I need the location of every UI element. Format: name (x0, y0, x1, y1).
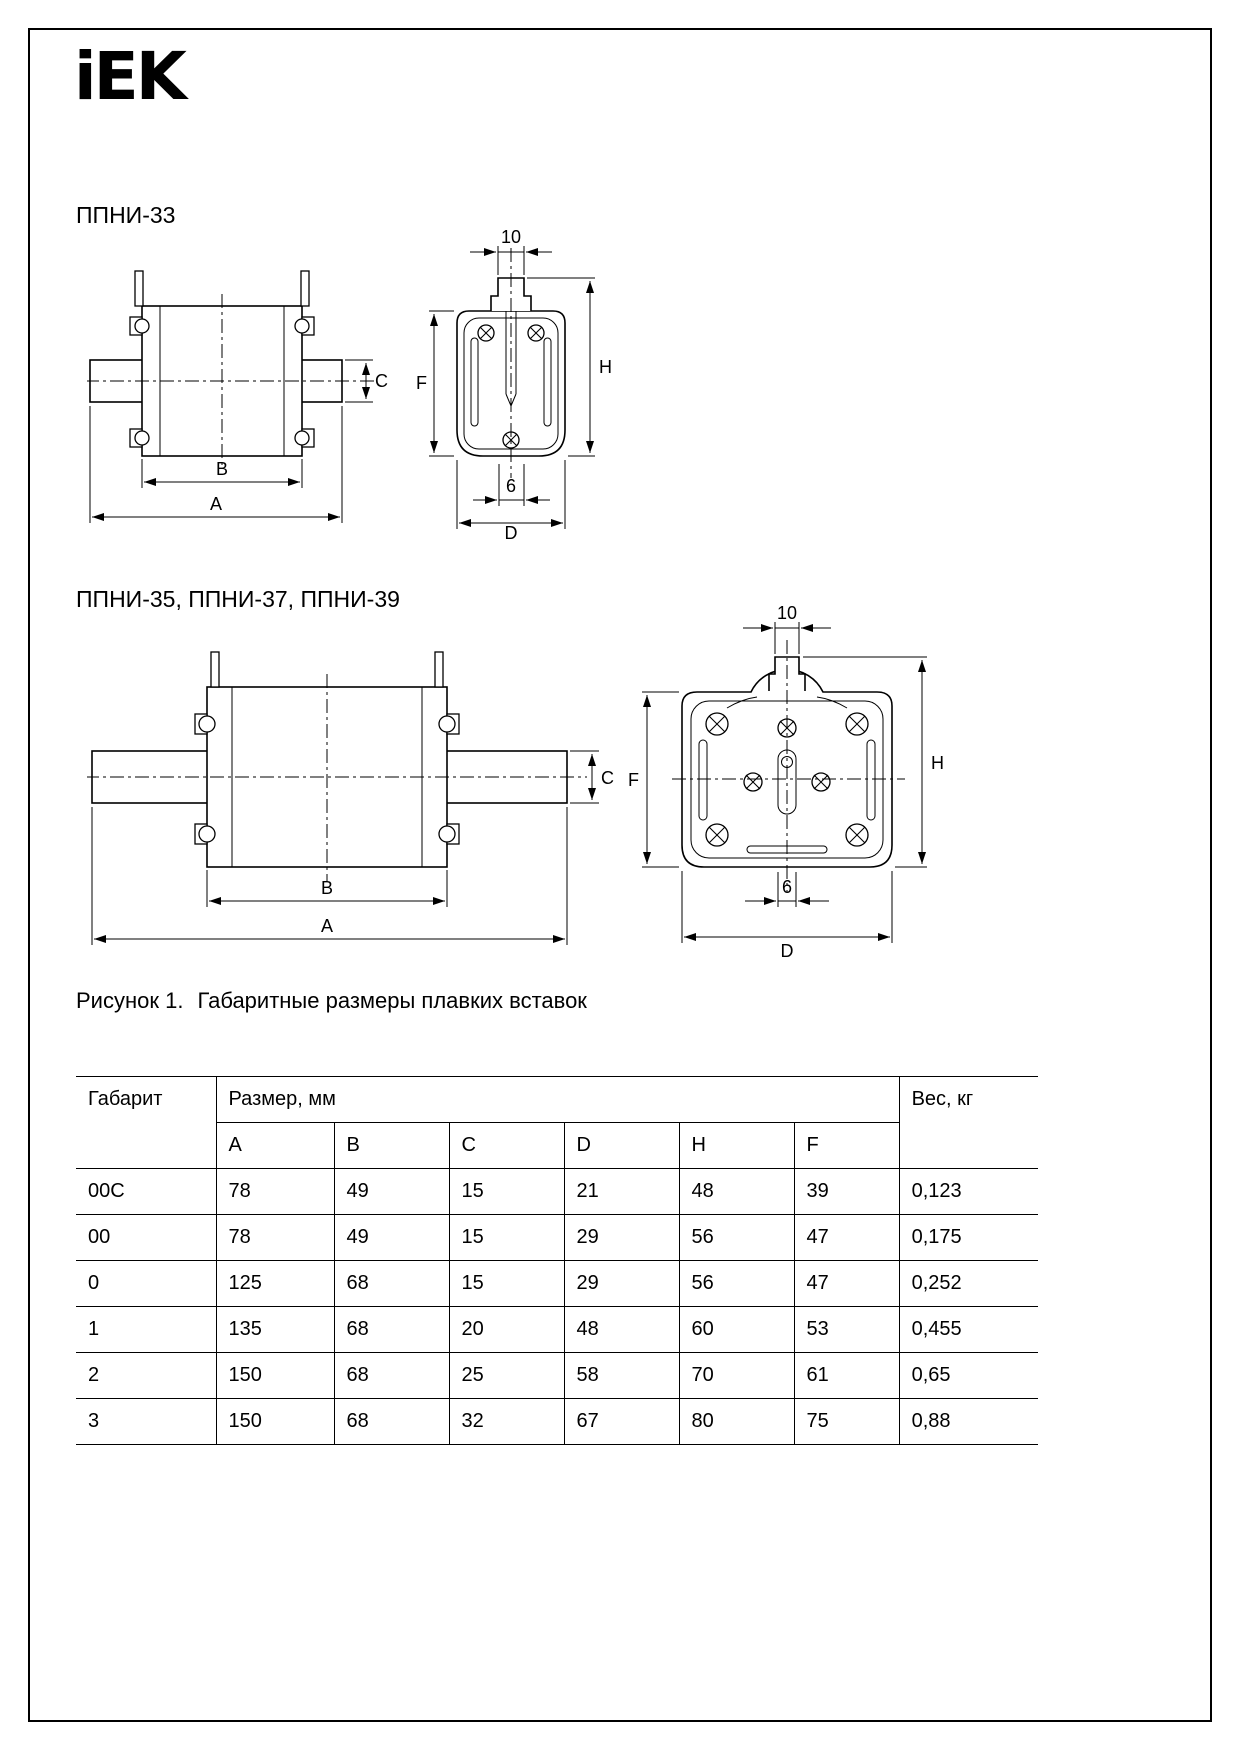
cell-h: 80 (679, 1399, 794, 1445)
cell-a: 78 (216, 1169, 334, 1215)
col-header-a: A (216, 1123, 334, 1169)
cell-d: 29 (564, 1215, 679, 1261)
dim-label-10: 10 (500, 227, 522, 247)
dim-label-b: B (215, 459, 229, 479)
cell-b: 68 (334, 1353, 449, 1399)
striker-pin (211, 652, 219, 687)
drawing1-title: ППНИ-33 (76, 202, 176, 228)
cell-b: 49 (334, 1215, 449, 1261)
cell-h: 70 (679, 1353, 794, 1399)
col-header-d: D (564, 1123, 679, 1169)
cell-c: 15 (449, 1261, 564, 1307)
cell-gabarit: 2 (76, 1353, 216, 1399)
cell-c: 20 (449, 1307, 564, 1353)
cell-c: 25 (449, 1353, 564, 1399)
col-header-gabarit: Габарит (76, 1077, 216, 1169)
cell-gabarit: 00 (76, 1215, 216, 1261)
cell-f: 39 (794, 1169, 899, 1215)
col-header-c: C (449, 1123, 564, 1169)
cell-gabarit: 1 (76, 1307, 216, 1353)
table-row (76, 1261, 1038, 1307)
rivet (439, 716, 455, 732)
cell-h: 56 (679, 1215, 794, 1261)
cell-b: 68 (334, 1307, 449, 1353)
rivet (295, 319, 309, 333)
screw (812, 773, 830, 791)
cell-c: 15 (449, 1169, 564, 1215)
cell-weight: 0,65 (899, 1353, 1038, 1399)
cell-f: 75 (794, 1399, 899, 1445)
dim-label-6: 6 (781, 877, 793, 897)
cell-c: 32 (449, 1399, 564, 1445)
dim-label-f: F (628, 770, 639, 790)
table-row (76, 1307, 1038, 1353)
dim-label-10: 10 (776, 603, 798, 623)
cell-d: 67 (564, 1399, 679, 1445)
dim-label-c: C (375, 371, 388, 391)
dim-label-c: C (601, 768, 614, 788)
table-row (76, 1399, 1038, 1445)
rivet (439, 826, 455, 842)
cell-weight: 0,88 (899, 1399, 1038, 1445)
brand-logo: iEK (74, 38, 184, 115)
striker-pin (435, 652, 443, 687)
col-header-f: F (794, 1123, 899, 1169)
cell-weight: 0,123 (899, 1169, 1038, 1215)
col-header-b: B (334, 1123, 449, 1169)
screw (706, 824, 728, 846)
dim-label-h: H (599, 357, 612, 377)
figure-caption-text: Габаритные размеры плавких вставок (197, 988, 587, 1013)
cell-d: 21 (564, 1169, 679, 1215)
screw (846, 824, 868, 846)
cell-gabarit: 3 (76, 1399, 216, 1445)
cell-h: 60 (679, 1307, 794, 1353)
cell-gabarit: 00C (76, 1169, 216, 1215)
rivet (199, 826, 215, 842)
dim-label-b: B (320, 878, 334, 898)
cell-d: 48 (564, 1307, 679, 1353)
dim-label-h: H (931, 753, 944, 773)
dim-label-a: A (320, 916, 334, 936)
screw (846, 713, 868, 735)
cell-weight: 0,455 (899, 1307, 1038, 1353)
cell-f: 47 (794, 1215, 899, 1261)
dim-label-a: A (209, 494, 223, 514)
rivet (199, 716, 215, 732)
cell-d: 29 (564, 1261, 679, 1307)
dim-label-d: D (504, 523, 518, 541)
table-row (76, 1169, 1038, 1215)
ppni33-front-view (457, 248, 565, 478)
cell-gabarit: 0 (76, 1261, 216, 1307)
col-header-weight: Вес, кг (899, 1077, 1038, 1169)
cell-h: 56 (679, 1261, 794, 1307)
dim-label-d: D (780, 941, 794, 961)
dimensions-table (76, 1076, 1038, 1445)
cell-weight: 0,175 (899, 1215, 1038, 1261)
table-subheader-row (76, 1123, 1038, 1169)
cell-a: 150 (216, 1353, 334, 1399)
col-header-size: Размер, мм (216, 1077, 899, 1123)
ppni35-side-view (87, 652, 587, 882)
screw (528, 325, 544, 341)
dim-label-f: F (416, 373, 427, 393)
drawing-ppni-33 (87, 226, 627, 541)
screw (478, 325, 494, 341)
drawing2-title: ППНИ-35, ППНИ-37, ППНИ-39 (76, 586, 400, 612)
col-header-h: H (679, 1123, 794, 1169)
cell-b: 49 (334, 1169, 449, 1215)
striker-pin (301, 271, 309, 306)
cell-a: 78 (216, 1215, 334, 1261)
rivet (135, 319, 149, 333)
table-row (76, 1353, 1038, 1399)
table-row (76, 1215, 1038, 1261)
screw (706, 713, 728, 735)
cell-a: 150 (216, 1399, 334, 1445)
cell-c: 15 (449, 1215, 564, 1261)
ppni33-side-view (87, 271, 377, 468)
ppni35-front-view (672, 640, 905, 892)
cell-b: 68 (334, 1261, 449, 1307)
page-frame (28, 28, 1212, 1722)
screw (744, 773, 762, 791)
cell-b: 68 (334, 1399, 449, 1445)
figure-caption (76, 988, 587, 1014)
drawing-ppni-35-37-39 (87, 602, 957, 962)
rivet (135, 431, 149, 445)
figure-caption-label: Рисунок 1. (76, 988, 184, 1013)
striker-pin (135, 271, 143, 306)
cell-h: 48 (679, 1169, 794, 1215)
rivet (295, 431, 309, 445)
cell-a: 125 (216, 1261, 334, 1307)
cell-weight: 0,252 (899, 1261, 1038, 1307)
cell-d: 58 (564, 1353, 679, 1399)
dim-label-6: 6 (505, 476, 517, 496)
cell-f: 47 (794, 1261, 899, 1307)
cell-f: 61 (794, 1353, 899, 1399)
cell-f: 53 (794, 1307, 899, 1353)
table-header-row (76, 1077, 1038, 1123)
cell-a: 135 (216, 1307, 334, 1353)
